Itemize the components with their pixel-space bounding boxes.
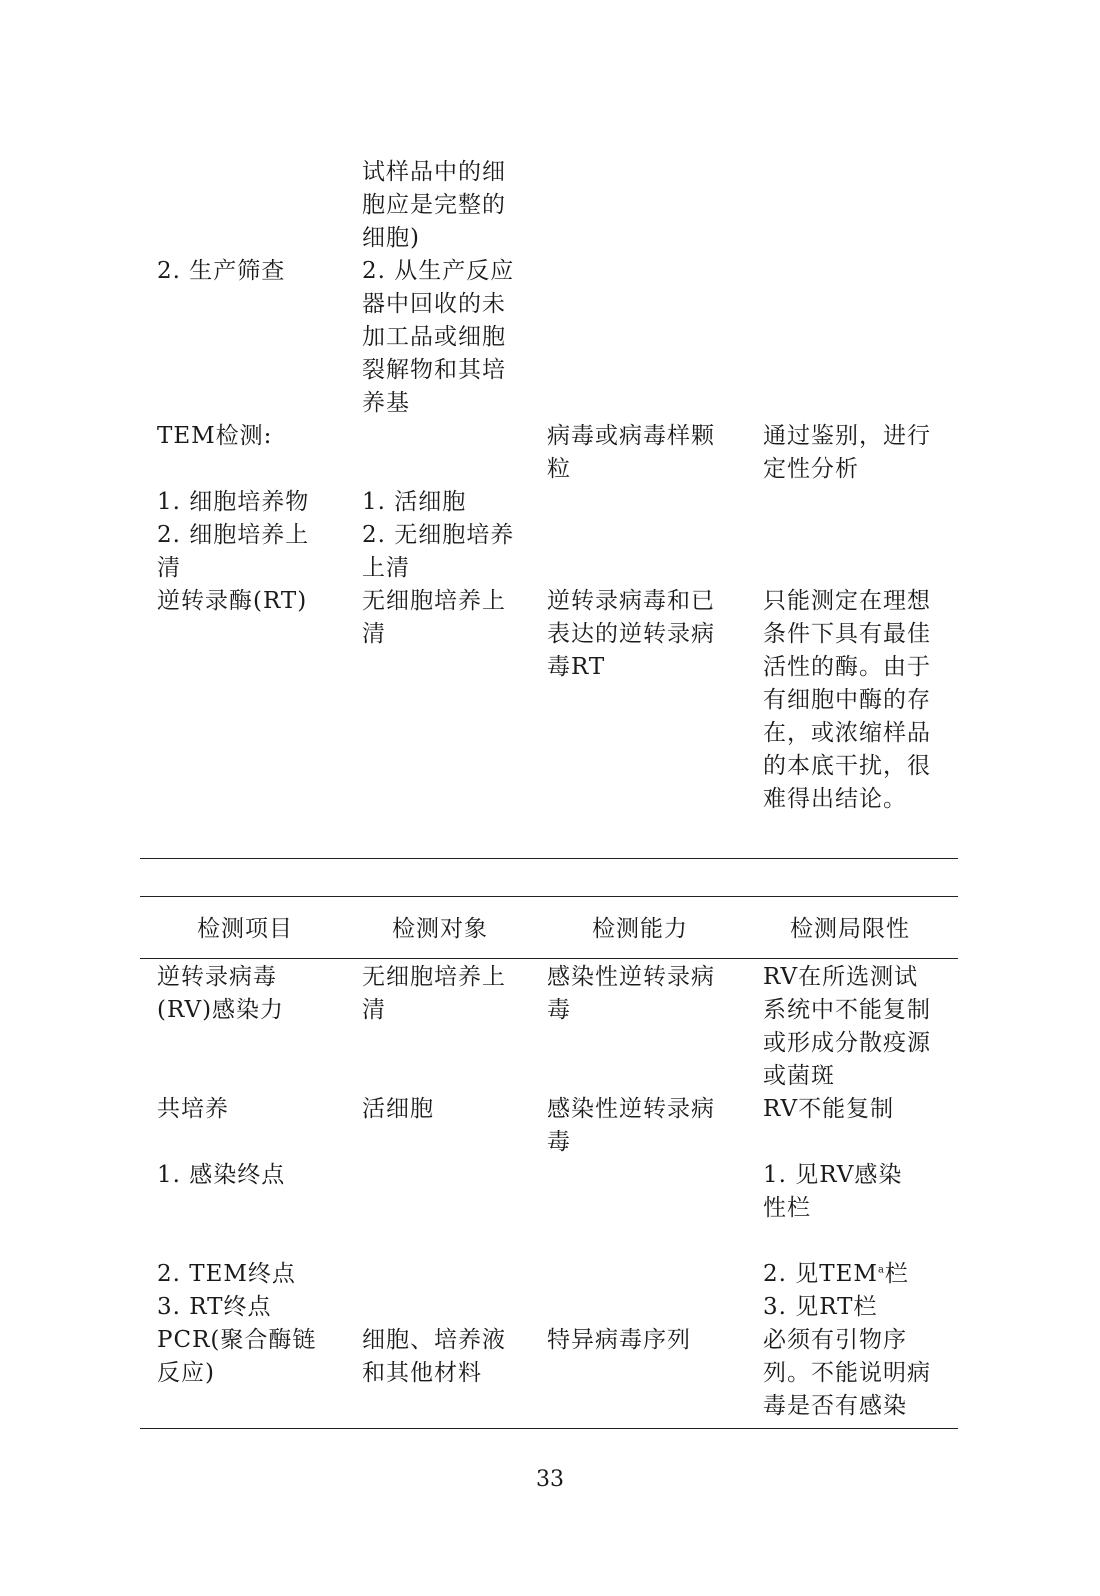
top-r2-object: 2. 从生产反应 器中回收的未 加工品或细胞 裂解物和其培 养基 [362,258,515,416]
bottom-r2-capability: 感染性逆转录病 毒 [547,1096,715,1155]
top-r4-object: 1. 活细胞 2. 无细胞培养 上清 [362,489,515,581]
bottom-r5-item: PCR(聚合酶链 反应) [157,1327,317,1386]
bottom-r1-object: 无细胞培养上 清 [362,964,506,1023]
bottom-r1-item: 逆转录病毒 (RV)感染力 [157,964,285,1023]
bottom-r4-item: 2. TEM终点 3. RT终点 [157,1261,296,1320]
bottom-r4-limitation: 2. 见TEM$^a$栏 3. 见RT栏 [763,1261,909,1320]
bottom-r3-limitation: 1. 见RV感染 性栏 [763,1162,903,1221]
top-r5-item: 逆转录酶(RT) [157,588,308,614]
bottom-r2-object: 活细胞 [362,1096,434,1122]
top-r1-object: 试样品中的细 胞应是完整的 细胞) [362,159,506,251]
page-number: 33 [536,1467,564,1492]
header-object: 检测对象 [392,916,488,942]
top-r5-object: 无细胞培养上 清 [362,588,506,647]
bottom-r2-item: 共培养 [157,1096,229,1122]
bottom-r5-object: 细胞、培养液 和其他材料 [362,1327,506,1386]
bottom-r5-capability: 特异病毒序列 [547,1327,691,1353]
top-r3-item: TEM检测: [157,423,273,449]
bottom-r1-limitation: RV在所选测试 系统中不能复制 或形成分散疫源 或菌斑 [763,964,931,1089]
top-r4-item: 1. 细胞培养物 2. 细胞培养上 清 [157,489,310,581]
top-r5-limitation: 只能测定在理想 条件下具有最佳 活性的酶。由于 有细胞中酶的存 在，或浓缩样品 的本底干扰，很 难得出结论。 [763,588,931,812]
table-top-bottom-rule [140,858,958,859]
top-r2-item: 2. 生产筛查 [157,258,286,284]
bottom-r3-item: 1. 感染终点 [157,1162,286,1188]
header-capability: 检测能力 [592,916,688,942]
header-limitation: 检测局限性 [790,916,910,942]
top-r3-limitation: 通过鉴别，进行 定性分析 [763,423,931,482]
bottom-r2-limitation: RV不能复制 [763,1096,895,1122]
header-item: 检测项目 [197,916,293,942]
footnote-marker: a [877,1264,885,1276]
bottom-r5-limitation: 必须有引物序 列。不能说明病 毒是否有感染 [763,1327,931,1419]
table-bottom-top-rule [140,896,958,897]
bottom-r1-capability: 感染性逆转录病 毒 [547,964,715,1023]
top-r3-capability: 病毒或病毒样颗 粒 [547,423,715,482]
table-bottom-end-rule [140,1428,958,1429]
table-bottom-header-rule [140,958,958,959]
top-r5-capability: 逆转录病毒和已 表达的逆转录病 毒RT [547,588,715,680]
